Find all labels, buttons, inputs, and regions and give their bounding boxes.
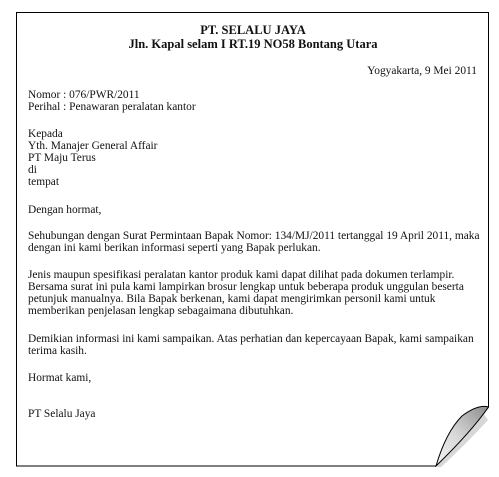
recipient-line: tempat: [28, 176, 59, 188]
letter-content: [16, 12, 490, 467]
recipient-line: Yth. Manajer General Affair: [28, 140, 158, 152]
paragraph-2-line: memberikan penjelasan lengkap sebagaimana dibutuhkan.: [28, 305, 294, 317]
closing: Hormat kami,: [28, 372, 92, 384]
recipient-line: di: [28, 164, 37, 176]
company-address: Jln. Kapal selam I RT.19 NO58 Bontang Utara: [128, 37, 378, 51]
signatory: PT Selalu Jaya: [28, 408, 96, 420]
recipient-line: Kepada: [28, 128, 63, 140]
paragraph-2-line: Jenis maupun spesifikasi peralatan kantor produk kami dapat dilihat pada dokumen terlampir.: [28, 269, 455, 281]
paragraph-2-line: Bersama surat ini pula kami lampirkan brosur lengkap untuk beberapa produk unggulan beserta: [28, 281, 464, 293]
paragraph-3-line: Demikian informasi ini kami sampaikan. Atas perhatian dan kepercayaan Bapak, kami sampaikan: [28, 333, 474, 345]
salutation: Dengan hormat,: [28, 204, 102, 216]
place-date: Yogyakarta, 9 Mei 2011: [367, 65, 477, 77]
company-name: PT. SELALU JAYA: [200, 23, 306, 37]
paragraph-2-line: petunjuk manualnya. Bila Bapak berkenan, kami dapat mengirimkan personil kami untuk: [28, 293, 436, 305]
recipient-line: PT Maju Terus: [28, 152, 96, 164]
paragraph-3-line: terima kasih.: [28, 345, 87, 357]
paragraph-1-line: Sehubungan dengan Surat Permintaan Bapak Nomor: 134/MJ/2011 tertanggal 19 April 2011, maka: [28, 230, 480, 242]
paragraph-1-line: dengan ini kami berikan informasi seperti yang Bapak perlukan.: [28, 242, 321, 254]
letter-sheet: [16, 12, 490, 467]
letter-number: Nomor : 076/PWR/2011: [28, 89, 140, 101]
letter-subject: Perihal : Penawaran peralatan kantor: [28, 101, 196, 113]
